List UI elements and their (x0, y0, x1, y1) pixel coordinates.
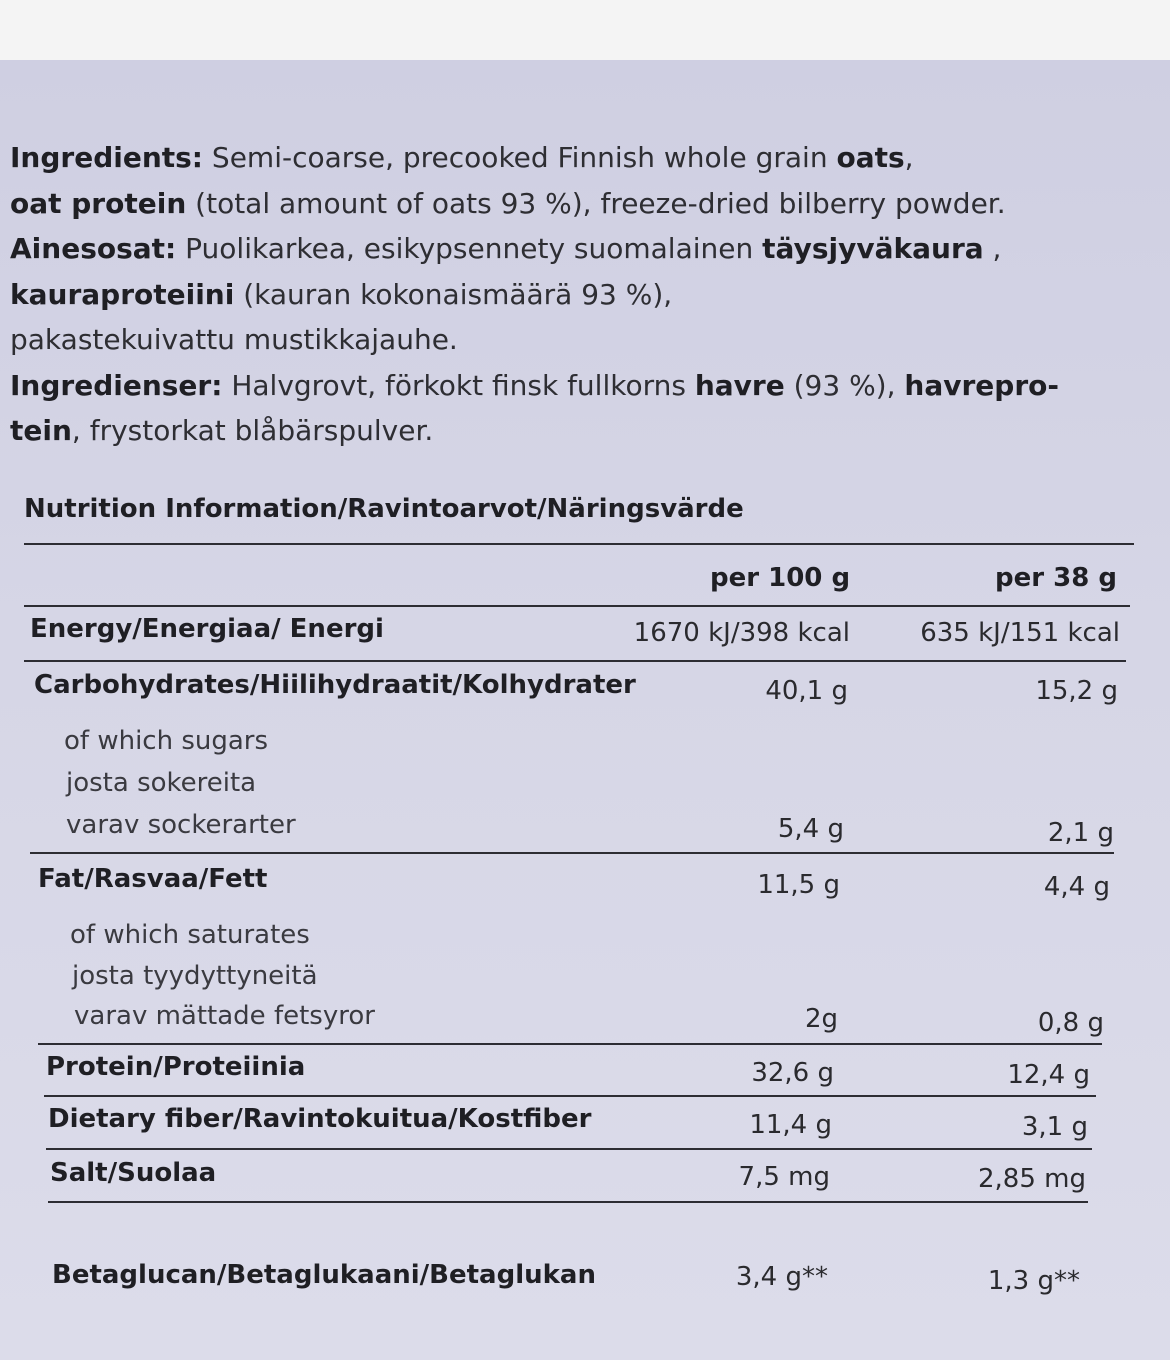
saturates-per-38g: 0,8 g (1037, 1008, 1104, 1038)
fat-per-100g: 11,5 g (757, 870, 840, 900)
salt-per-38g: 2,85 mg (978, 1164, 1086, 1194)
ingredients-en-bold-2: oat protein (10, 186, 187, 220)
protein-per-100g: 32,6 g (751, 1058, 834, 1088)
saturates-divider (38, 1043, 1102, 1045)
ingredients-sv-label: Ingredienser: (10, 368, 223, 402)
salt-per-100g: 7,5 mg (738, 1162, 830, 1192)
betaglucan-per-100g: 3,4 g** (735, 1262, 828, 1292)
saturates-label-fi: josta tyydyttyneitä (72, 961, 318, 991)
background-top (0, 0, 1170, 60)
dietary-fiber-label: Dietary fiber/Ravintokuitua/Kostfiber (48, 1104, 592, 1134)
fiber-divider (46, 1148, 1092, 1150)
protein-per-38g: 12,4 g (1007, 1060, 1090, 1090)
ingredients-fi-line-1 (10, 226, 1150, 272)
ingredients-en-text-3: (total amount of oats 93 %), freeze-dried bilberry powder. (186, 186, 1006, 220)
sugars-label-en: of which sugars (64, 726, 269, 756)
ingredients-fi-label: Ainesosat: (10, 232, 177, 265)
ingredients-fi-text-1: Puolikarkea, esikypsennety suomalainen (176, 232, 763, 265)
ingredients-fi-line-3 (10, 317, 1150, 363)
nutrition-title: Nutrition Information/Ravintoarvot/Näringsvärde (24, 494, 744, 524)
dietary-fiber-per-38g: 3,1 g (1021, 1112, 1088, 1142)
ingredients-sv-text-3: , frystorkat blåbärspulver. (71, 414, 434, 447)
ingredients-sv-line-1 (10, 363, 1150, 409)
carbohydrates-per-100g: 40,1 g (765, 676, 848, 706)
ingredients-fi-text-3: (kauran kokonaismäärä 93 %), (234, 277, 673, 311)
ingredients-en-text-2: , (904, 141, 914, 174)
fat-label: Fat/Rasvaa/Fett (38, 864, 268, 894)
energy-per-100g: 1670 kJ/398 kcal (633, 618, 850, 648)
column-header-per-38g: per 38 g (995, 563, 1117, 593)
saturates-label-sv: varav mättade fetsyror (74, 1001, 375, 1031)
sugars-per-38g: 2,1 g (1047, 818, 1114, 848)
sugars-label-sv: varav sockerarter (66, 810, 296, 840)
saturates-label-en: of which saturates (70, 920, 310, 950)
ingredients-fi-bold-1: täysjyväkaura (762, 232, 984, 265)
protein-label: Protein/Proteiinia (46, 1052, 306, 1082)
ingredients-en-label: Ingredients: (10, 141, 204, 174)
ingredients-sv-bold-1: havre (694, 368, 785, 402)
ingredients-fi-text-4: pakastekuivattu mustikkajauhe. (10, 323, 458, 356)
saturates-per-100g: 2g (804, 1004, 838, 1034)
ingredients-sv-bold-2: havrepro- (904, 368, 1059, 402)
protein-divider (44, 1095, 1096, 1097)
carbohydrates-label: Carbohydrates/Hiilihydraatit/Kolhydrater (34, 670, 636, 700)
header-divider (24, 605, 1130, 607)
ingredients-en-line-1 (10, 135, 1150, 181)
sugars-divider (30, 852, 1114, 854)
betaglucan-per-38g: 1,3 g** (987, 1266, 1080, 1296)
ingredients-en-bold-1: oats (836, 141, 905, 174)
ingredients-sv-line-2 (10, 408, 1150, 454)
energy-divider (24, 660, 1126, 662)
ingredients-fi-bold-2: kauraproteiini (10, 277, 235, 311)
energy-per-38g: 635 kJ/151 kcal (920, 618, 1120, 648)
salt-divider (48, 1201, 1088, 1203)
fat-per-38g: 4,4 g (1043, 872, 1110, 902)
ingredients-fi-text-2: , (983, 232, 1002, 265)
sugars-label-fi: josta sokereita (66, 768, 257, 798)
betaglucan-label: Betaglucan/Betaglukaani/Betaglukan (52, 1260, 596, 1290)
ingredients-sv-text-1: Halvgrovt, förkokt finsk fullkorns (222, 368, 695, 402)
column-header-per-100g: per 100 g (710, 563, 851, 593)
ingredients-en-text-1: Semi-coarse, precooked Finnish whole grain (203, 141, 837, 174)
carbohydrates-per-38g: 15,2 g (1035, 676, 1118, 706)
salt-label: Salt/Suolaa (50, 1158, 217, 1188)
ingredients-fi-line-2 (10, 272, 1150, 318)
ingredients-section (10, 135, 1150, 454)
ingredients-sv-text-2: (93 %), (784, 368, 905, 402)
dietary-fiber-per-100g: 11,4 g (749, 1110, 832, 1140)
ingredients-en-line-2 (10, 181, 1150, 227)
nutrition-title-divider (24, 543, 1134, 545)
ingredients-sv-bold-3: tein (10, 414, 72, 447)
energy-label: Energy/Energiaa/ Energi (30, 614, 384, 644)
sugars-per-100g: 5,4 g (777, 814, 844, 844)
